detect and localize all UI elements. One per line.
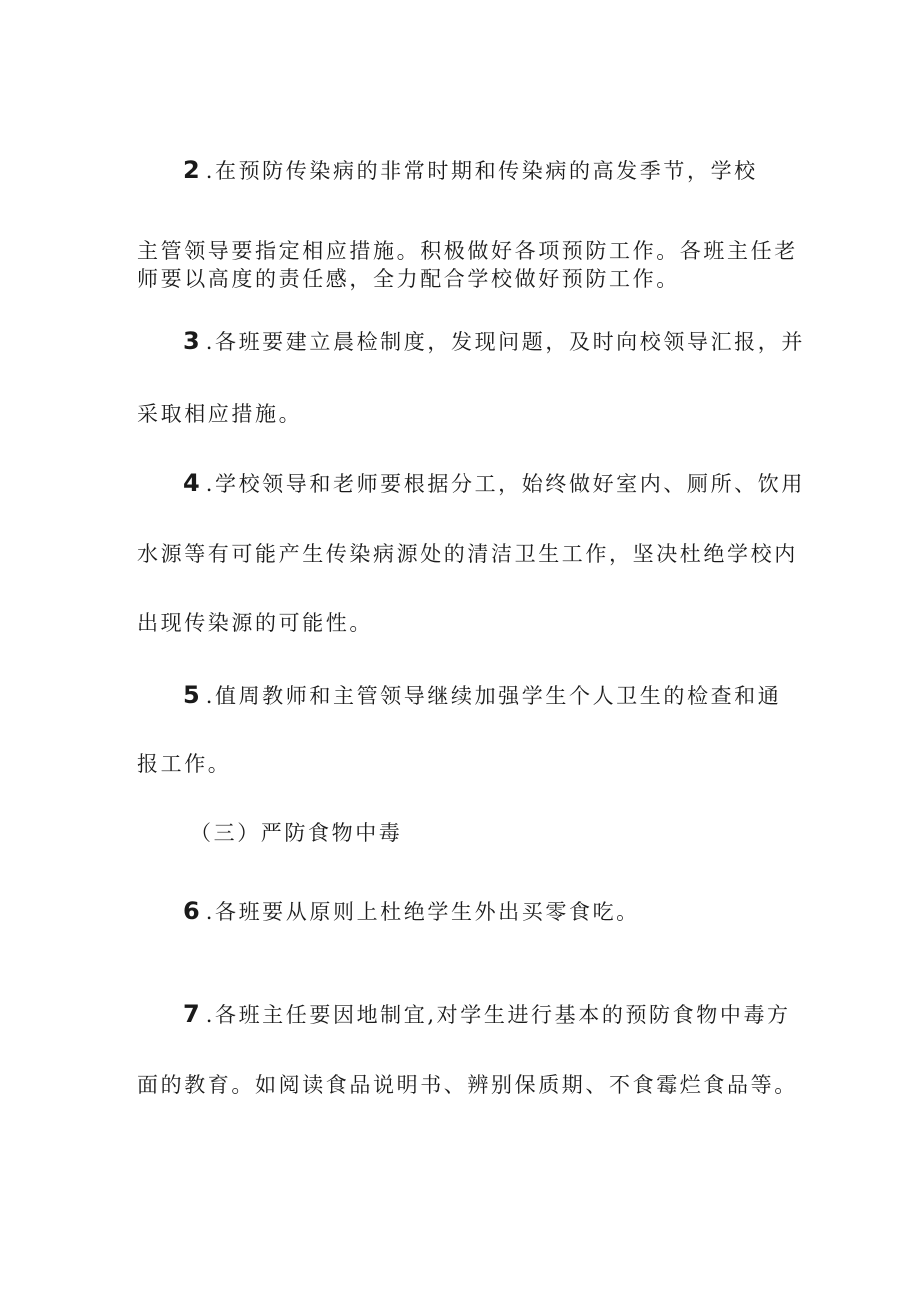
item-separator: . bbox=[205, 330, 215, 354]
item-2-line-3: 师要以高度的责任感，全力配合学校做好预防工作。 bbox=[137, 267, 680, 291]
item-7-line-2: 面的教育。如阅读食品说明书、辨别保质期、不食霉烂食品等。 bbox=[137, 1073, 798, 1097]
item-3-line-2: 采取相应措施。 bbox=[137, 402, 303, 426]
item-number: 4 bbox=[183, 469, 200, 497]
item-number: 3 bbox=[183, 327, 200, 355]
item-text: 各班要建立晨检制度，发现问题，及时向校领导汇报，并 bbox=[214, 330, 805, 354]
section-heading: （三）严防食物中毒 bbox=[190, 821, 403, 845]
item-4-line-2: 水源等有可能产生传染病源处的清洁卫生工作，坚决杜绝学校内 bbox=[137, 542, 798, 566]
item-separator: . bbox=[205, 684, 215, 708]
item-separator: . bbox=[205, 472, 215, 496]
item-4-line-3: 出现传染源的可能性。 bbox=[137, 611, 373, 635]
item-text: 值周教师和主管领导继续加强学生个人卫生的检查和通 bbox=[214, 684, 782, 708]
item-text: 学校领导和老师要根据分工，始终做好室内、厕所、饮用 bbox=[214, 472, 805, 496]
item-number: 7 bbox=[183, 1000, 200, 1028]
item-5-line-2: 报工作。 bbox=[137, 752, 232, 776]
item-separator: . bbox=[205, 900, 215, 924]
item-text: 在预防传染病的非常时期和传染病的高发季节，学校 bbox=[214, 159, 758, 183]
item-text: 各班要从原则上杜绝学生外出买零食吃。 bbox=[214, 900, 640, 924]
item-2-line-2: 主管领导要指定相应措施。积极做好各项预防工作。各班主任老 bbox=[137, 239, 798, 263]
item-6-first-line bbox=[183, 897, 640, 926]
item-4-first-line bbox=[183, 469, 805, 498]
item-2-first-line bbox=[183, 156, 758, 185]
item-number: 2 bbox=[183, 156, 200, 184]
item-separator: . bbox=[205, 1003, 215, 1027]
item-7-first-line bbox=[183, 1000, 791, 1029]
item-5-first-line bbox=[183, 681, 781, 710]
item-3-first-line bbox=[183, 327, 805, 356]
item-number: 6 bbox=[183, 897, 200, 925]
item-text: 各班主任要因地制宜,对学生进行基本的预防食物中毒方 bbox=[214, 1003, 791, 1027]
item-number: 5 bbox=[183, 681, 200, 709]
item-separator: . bbox=[205, 159, 215, 183]
